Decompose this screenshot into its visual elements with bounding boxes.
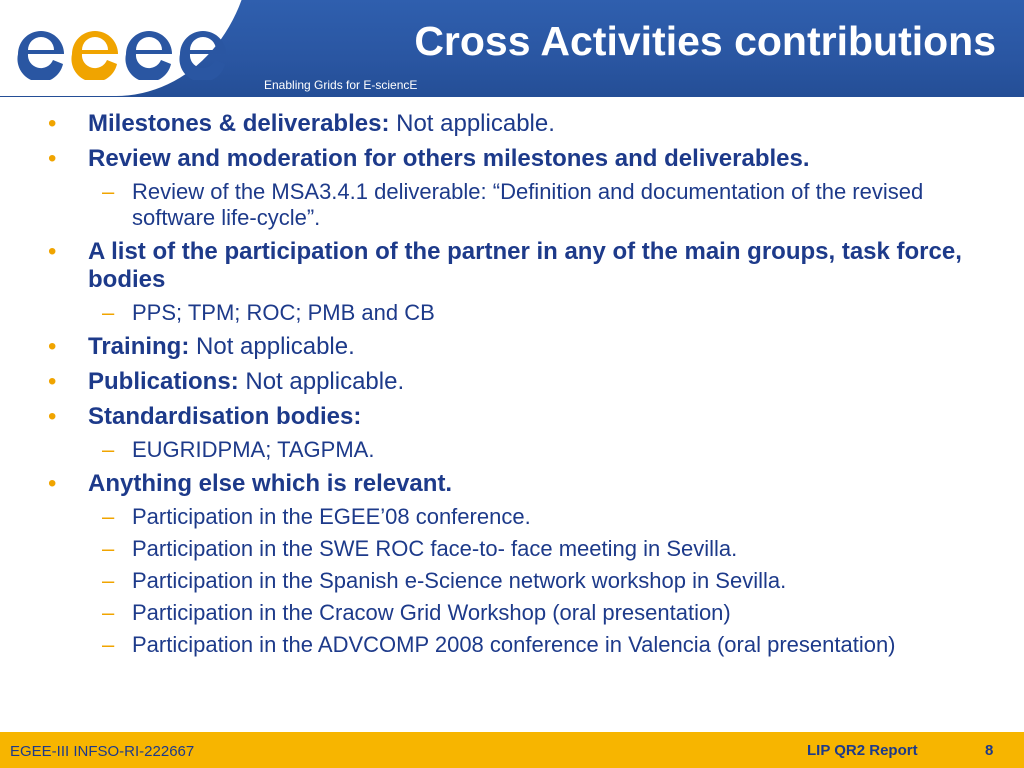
bullet-text: Not applicable. [389, 110, 555, 137]
header-bar [0, 0, 1024, 97]
dash-marker: – [102, 179, 115, 204]
bullet-item [48, 238, 993, 294]
bullet-heading: Training: [88, 333, 190, 360]
footer-bar [0, 732, 1024, 768]
bullet-marker: • [48, 470, 57, 497]
footer-project-id: EGEE-III INFSO-RI-222667 [10, 743, 195, 760]
sub-bullet-item [48, 179, 993, 231]
bullet-heading: Review and moderation for others milestones and deliverables. [88, 145, 810, 172]
egee-logo-icon [14, 20, 236, 80]
bullet-item [48, 403, 993, 431]
bullet-marker: • [48, 145, 57, 172]
bullet-item [48, 368, 993, 396]
sub-bullet-text: Participation in the Cracow Grid Workshop (oral presentation) [132, 600, 731, 625]
bullet-item [48, 470, 993, 498]
bullet-heading: Anything else which is relevant. [88, 470, 453, 497]
footer-report-name: LIP QR2 Report [807, 742, 918, 759]
dash-marker: – [102, 632, 115, 657]
sub-bullet-text: Participation in the SWE ROC face-to- face meeting in Sevilla. [132, 536, 738, 561]
bullet-heading: Standardisation bodies: [88, 403, 362, 430]
sub-bullet-item [48, 632, 993, 658]
bullet-item [48, 333, 993, 361]
sub-bullet-text: Participation in the Spanish e-Science network workshop in Sevilla. [132, 568, 787, 593]
sub-bullet-item [48, 600, 993, 626]
sub-bullet-text: Review of the MSA3.4.1 deliverable: “Definition and documentation of the revised software life-cycle”. [132, 179, 924, 230]
bullet-heading: A list of the participation of the partner in any of the main groups, task force, bodies [88, 238, 962, 293]
bullet-marker: • [48, 238, 57, 265]
dash-marker: – [102, 437, 115, 462]
slide-content [48, 110, 993, 665]
page-number: 8 [985, 742, 994, 759]
dash-marker: – [102, 504, 115, 529]
bullet-heading: Milestones & deliverables: [88, 110, 390, 137]
bullet-text: Not applicable. [189, 333, 355, 360]
dash-marker: – [102, 300, 115, 325]
sub-bullet-item [48, 536, 993, 562]
bullet-item [48, 110, 993, 138]
dash-marker: – [102, 536, 115, 561]
sub-bullet-text: Participation in the EGEE’08 conference. [132, 504, 531, 529]
bullet-marker: • [48, 403, 57, 430]
sub-bullet-item [48, 568, 993, 594]
bullet-text: Not applicable. [238, 368, 405, 395]
bullet-marker: • [48, 333, 57, 360]
sub-bullet-item [48, 437, 993, 463]
sub-bullet-text: Participation in the ADVCOMP 2008 conference in Valencia (oral presentation) [132, 632, 896, 657]
slide-title: Cross Activities contributions [414, 18, 996, 64]
dash-marker: – [102, 568, 115, 593]
sub-bullet-text: PPS; TPM; ROC; PMB and CB [132, 300, 435, 325]
sub-bullet-item [48, 504, 993, 530]
bullet-marker: • [48, 368, 57, 395]
dash-marker: – [102, 600, 115, 625]
tagline: Enabling Grids for E-sciencE [264, 78, 418, 92]
sub-bullet-item [48, 300, 993, 326]
sub-bullet-text: EUGRIDPMA; TAGPMA. [132, 437, 375, 462]
bullet-item [48, 145, 993, 173]
bullet-marker: • [48, 110, 57, 137]
bullet-heading: Publications: [88, 368, 239, 395]
